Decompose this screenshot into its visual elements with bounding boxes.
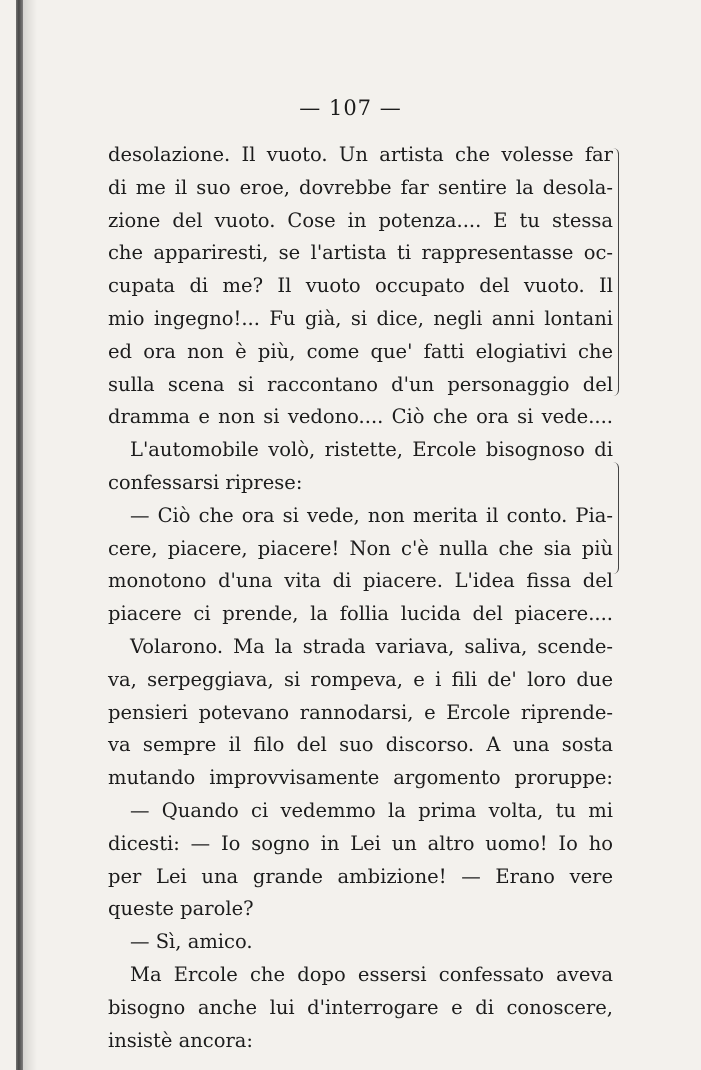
margin-mark-upper — [612, 148, 619, 396]
body-text — [108, 139, 613, 1057]
text-line: Volarono. Ma la strada variava, saliva, scende- — [130, 634, 613, 658]
text-line: monotono d'una vita di piacere. L'idea fissa del — [108, 569, 613, 593]
text-line: L'automobile volò, ristette, Ercole bisognoso di — [130, 438, 613, 462]
text-line: mutando improvvisamente argomento proruppe: — [108, 766, 613, 790]
text-line: Ma Ercole che dopo essersi confessato aveva — [130, 962, 613, 986]
text-line: ed ora non è più, come que' fatti elogiativi che — [108, 339, 613, 363]
text-line: — Ciò che ora si vede, non merita il conto. Pia- — [130, 503, 613, 527]
text-line: — Quando ci vedemmo la prima volta, tu mi — [130, 798, 613, 822]
text-line: — Sì, amico. — [130, 930, 253, 954]
text-line: bisogno anche lui d'interrogare e di conoscere, — [108, 995, 613, 1019]
text-line: che appariresti, se l'artista ti rappresentasse oc- — [108, 241, 613, 265]
margin-mark-lower — [612, 462, 619, 574]
text-line: va sempre il filo del suo discorso. A una sosta — [108, 733, 613, 757]
text-line: insistè ancora: — [108, 1028, 253, 1052]
text-line: cupata di me? Il vuoto occupato del vuoto. Il — [108, 274, 613, 298]
text-line: desolazione. Il vuoto. Un artista che volesse far — [108, 143, 613, 166]
text-line: queste parole? — [108, 897, 254, 921]
text-line: dramma e non si vedono.... Ciò che ora si vede.... — [108, 405, 613, 429]
text-line: va, serpeggiava, si rompeva, e i fili de' loro due — [108, 667, 613, 691]
page-number: — 107 — — [299, 96, 402, 120]
text-line: pensieri potevano rannodarsi, e Ercole riprende- — [108, 700, 613, 724]
text-line: piacere ci prende, la follia lucida del piacere.... — [108, 602, 613, 626]
book-spine-edge — [16, 0, 23, 1070]
text-line: confessarsi riprese: — [108, 470, 303, 494]
spine-shadow — [23, 0, 37, 1070]
text-line: di me il suo eroe, dovrebbe far sentire la desola- — [108, 175, 613, 199]
text-line: sulla scena si raccontano d'un personaggio del — [108, 372, 613, 396]
text-line: cere, piacere, piacere! Non c'è nulla che sia più — [108, 536, 613, 560]
text-line: per Lei una grande ambizione! — Erano vere — [108, 864, 613, 888]
text-line: zione del vuoto. Cose in potenza.... E tu stessa — [108, 208, 613, 232]
text-line: dicesti: — Io sogno in Lei un altro uomo! Io ho — [108, 831, 613, 855]
text-line: mio ingegno!... Fu già, si dice, negli anni lontani — [108, 306, 613, 330]
